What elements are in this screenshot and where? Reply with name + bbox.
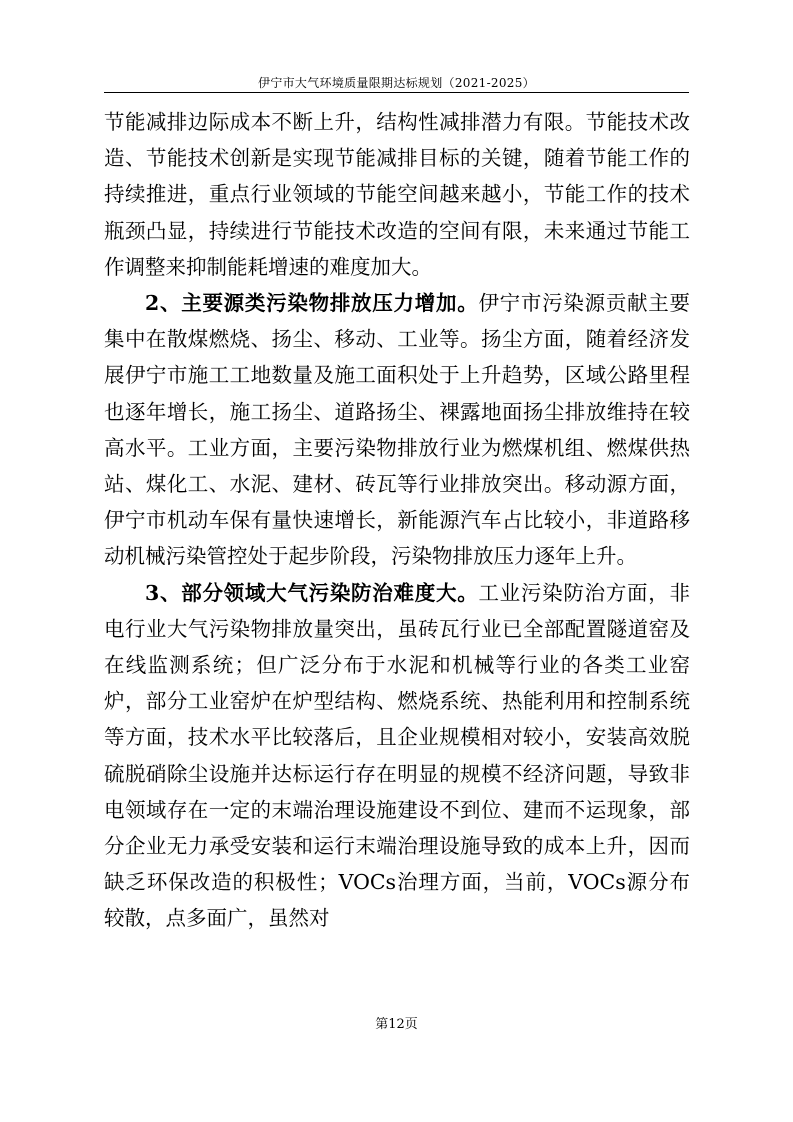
- paragraph-text: 节能减排边际成本不断上升，结构性减排潜力有限。节能技术改造、节能技术创新是实现节能减排目标的关键，随着节能工作的持续推进，重点行业领域的节能空间越来越小，节能工作的技术瓶颈凸显，持续进行节能技术改造的空间有限，未来通过节能工作调整来抑制能耗增速的难度加大。: [104, 110, 690, 279]
- document-title: 伊宁市大气环境质量限期达标规划（2021-2025）: [258, 76, 535, 90]
- page-header: [104, 76, 689, 90]
- header-divider: [104, 92, 689, 93]
- paragraph-text: 伊宁市污染源贡献主要集中在散煤燃烧、扬尘、移动、工业等。扬尘方面，随着经济发展伊宁市施工工地数量及施工面积处于上升趋势，区域公路里程也逐年增长，施工扬尘、道路扬尘、裸露地面扬尘排放维持在较高水平。工业方面，主要污染物排放行业为燃煤机组、燃煤供热站、煤化工、水泥、建材、砖瓦等行业排放突出。移动源方面，伊宁市机动车保有量快速增长，新能源汽车占比较小，非道路移动机械污染管控处于起步阶段，污染物排放压力逐年上升。: [104, 291, 691, 569]
- paragraph-continued: [104, 104, 690, 285]
- paragraph-section-2: [104, 285, 690, 575]
- paragraph-text: 工业污染防治方面，非电行业大气污染物排放量突出，虽砖瓦行业已全部配置隧道窑及在线监测系统；但广泛分布于水泥和机械等行业的各类工业窑炉，部分工业窑炉在炉型结构、燃烧系统、热能利用和控制系统等方面，技术水平比较落后，且企业规模相对较小，安装高效脱硫脱硝除尘设施并达标运行存在明显的规模不经济问题，导致非电领域存在一定的末端治理设施建设不到位、建而不运现象，部分企业无力承受安装和运行末端治理设施导致的成本上升，因而缺乏环保改造的积极性；VOCs治理方面，当前，VOCs源分布较散，点多面广，虽然对: [104, 580, 691, 931]
- section-heading-2: 2、主要源类污染物排放压力增加。: [145, 291, 479, 316]
- section-heading-3: 3、部分领域大气污染防治难度大。: [145, 580, 479, 605]
- paragraph-section-3: [104, 575, 690, 937]
- document-body: [104, 104, 690, 937]
- page-number: 第12页: [375, 1017, 418, 1032]
